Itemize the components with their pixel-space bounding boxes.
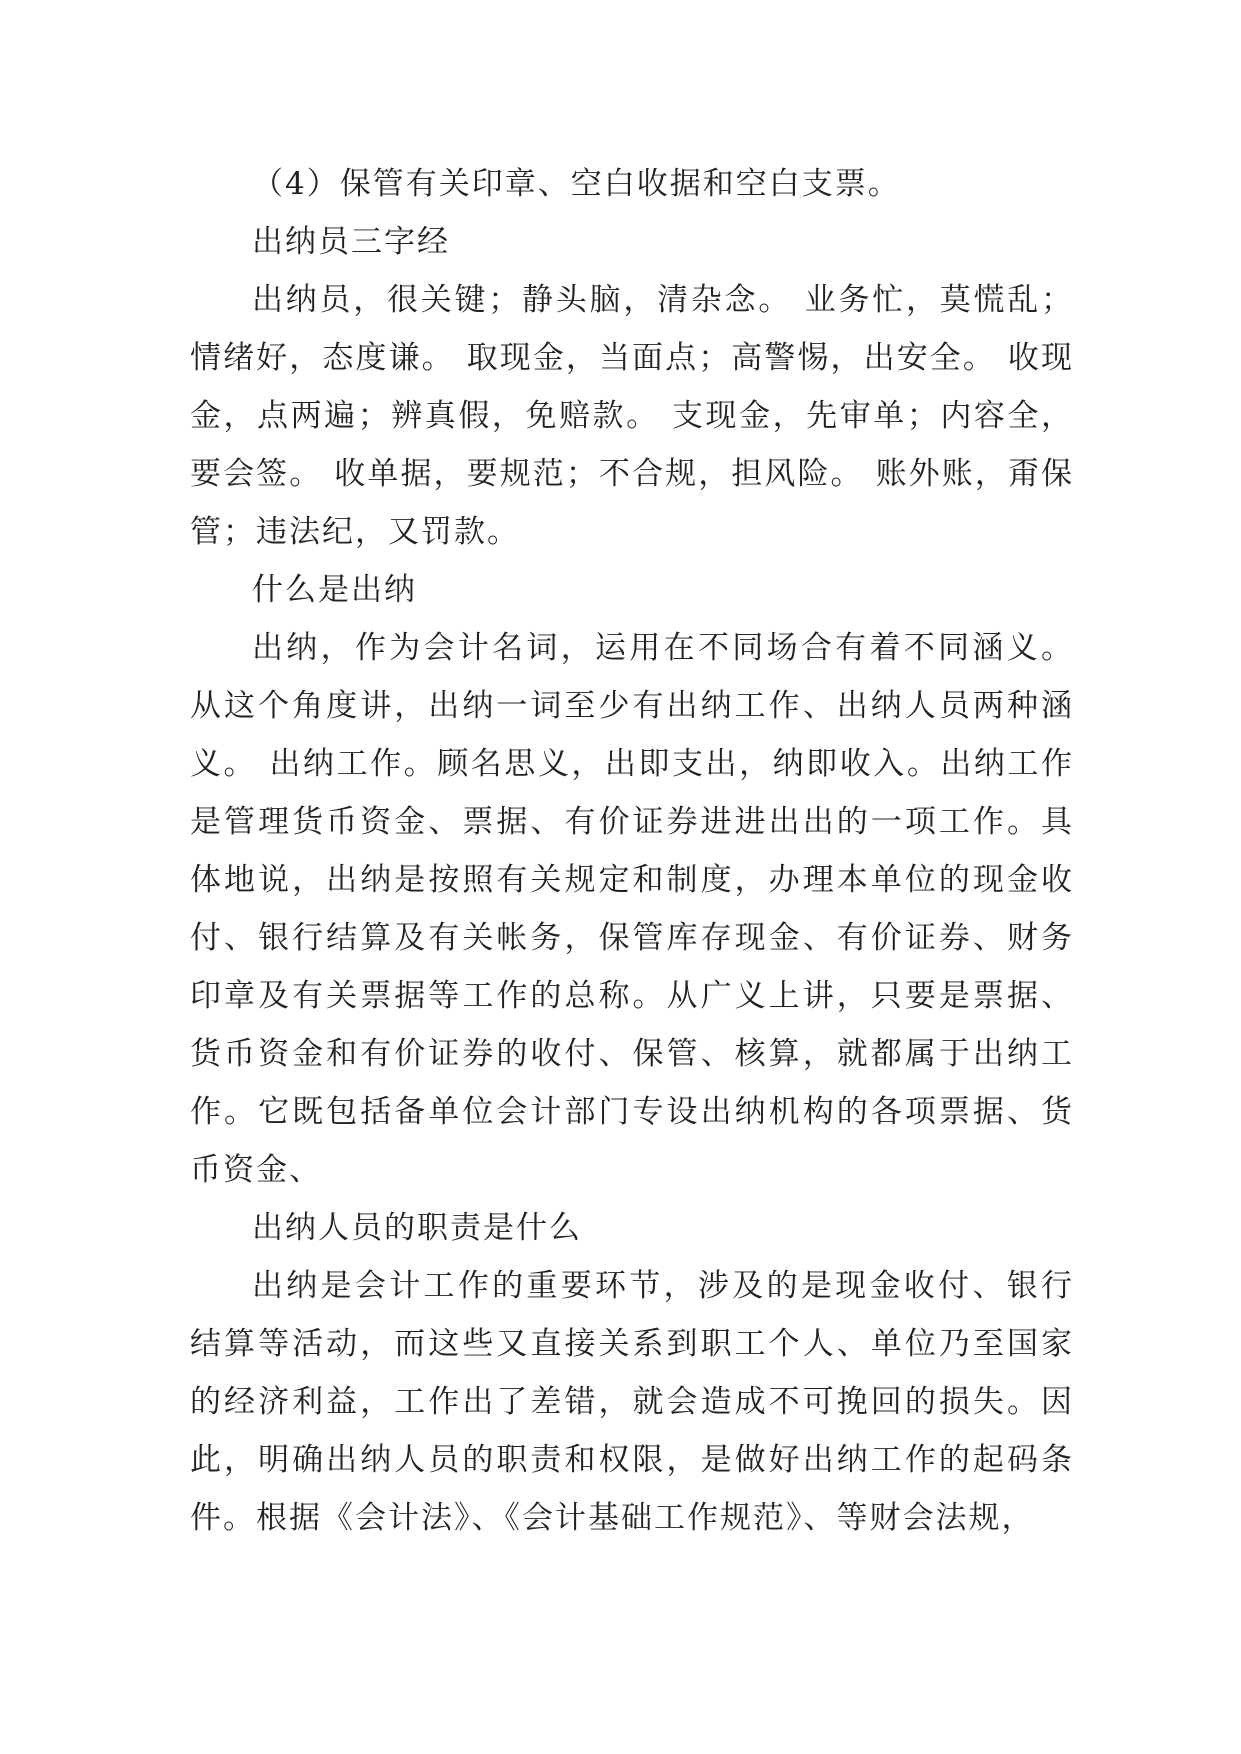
section-heading-what-is-cashier: 什么是出纳 [252,572,417,608]
document-body [190,155,1074,1547]
paragraph-what-is-cashier: 出纳，作为会计名词，运用在不同场合有着不同涵义。从这个角度讲，出纳一词至少有出纳工作、出纳人员两种涵义。 出纳工作。顾名思义，出即支出，纳即收入。出纳工作是管理货币资金、票据、有价证券进进出出的一项工作。具体地说，出纳是按照有关规定和制度，办理本单位的现金收付、银行结算及有关帐务，保管库存现金、有价证券、财务印章及有关票据等工作的总称。从广义上讲，只要是票据、货币资金和有价证券的收付、保管、核算，就都属于出纳工作。它既包括备单位会计部门专设出纳机构的各项票据、货币资金、 [190,630,1074,1188]
section-heading-cashier-three-character-classic: 出纳员三字经 [252,224,450,260]
section-heading-cashier-duties: 出纳人员的职责是什么 [252,1210,582,1246]
paragraph-three-character-classic: 出纳员，很关键；静头脑，清杂念。 业务忙，莫慌乱；情绪好，态度谦。 取现金，当面点；高警惕，出安全。 收现金，点两遍；辨真假，免赔款。 支现金，先审单；内容全，要会签。 收单据，要规范；不合规，担风险。 账外账，甭保管；违法纪，又罚款。 [190,282,1074,550]
paragraph-cashier-duties: 出纳是会计工作的重要环节，涉及的是现金收付、银行结算等活动，而这些又直接关系到职工个人、单位乃至国家的经济利益，工作出了差错，就会造成不可挽回的损失。因此，明确出纳人员的职责和权限，是做好出纳工作的起码条件。根据《会计法》、《会计基础工作规范》、等财会法规， [190,1268,1074,1536]
paragraph-item-4-custody: （4）保管有关印章、空白收据和空白支票。 [252,166,901,202]
